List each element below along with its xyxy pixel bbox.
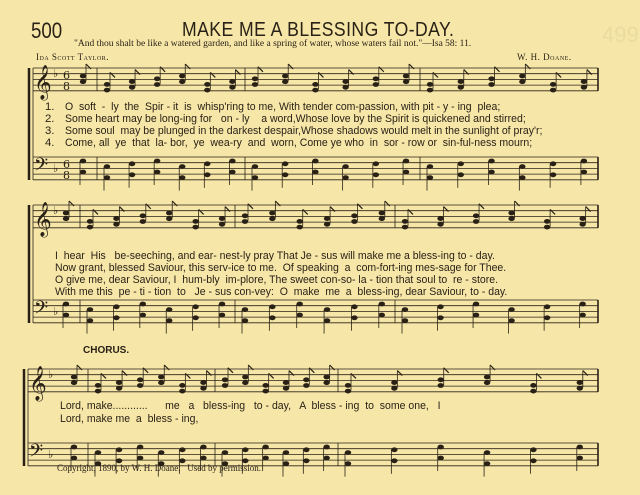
note-head bbox=[113, 222, 119, 227]
composer: W. H. Doane. bbox=[517, 52, 572, 62]
note-head bbox=[179, 74, 185, 79]
note-head bbox=[269, 211, 275, 216]
verse-line: Some heart may be long-ing for on - ly a word,Whose love by the Spirit is quickened and stirred; bbox=[65, 113, 526, 125]
note-head bbox=[158, 450, 164, 455]
note-head bbox=[530, 458, 536, 463]
note-head bbox=[345, 389, 351, 394]
note-head bbox=[402, 307, 408, 312]
note-head bbox=[519, 74, 525, 79]
note-head bbox=[137, 377, 143, 382]
note-head bbox=[473, 219, 479, 224]
note-flag bbox=[93, 209, 98, 214]
note-head bbox=[458, 161, 464, 166]
note-head bbox=[437, 304, 443, 309]
note-head bbox=[282, 79, 288, 84]
note-head bbox=[262, 456, 268, 461]
note-head bbox=[324, 216, 330, 221]
time-signature: 8 bbox=[63, 80, 70, 93]
note-head bbox=[71, 456, 77, 461]
verse-line: O give me, dear Saviour, I hum-bly im-plore, The sweet con-so- la - tion that soul to re - store. bbox=[55, 274, 498, 286]
note-head bbox=[303, 377, 309, 382]
note-flag bbox=[408, 209, 413, 214]
note-head bbox=[129, 85, 135, 90]
note-head bbox=[179, 175, 185, 180]
note-head bbox=[229, 170, 235, 175]
note-head bbox=[579, 313, 585, 318]
note-head bbox=[166, 307, 172, 312]
note-head bbox=[342, 79, 348, 84]
note-flag bbox=[433, 72, 438, 77]
note-head bbox=[427, 175, 433, 180]
note-head bbox=[323, 456, 329, 461]
note-head bbox=[403, 170, 409, 175]
note-flag bbox=[258, 67, 263, 72]
note-head bbox=[200, 380, 206, 385]
note-flag bbox=[351, 373, 356, 378]
note-head bbox=[427, 164, 433, 169]
bleed-through-page-number: 499 bbox=[602, 22, 639, 47]
note-head bbox=[204, 172, 210, 177]
lyricist: Ida Scott Taylor. bbox=[36, 52, 110, 62]
note-head bbox=[323, 380, 329, 385]
note-head bbox=[262, 445, 268, 450]
verse-line: Come, all ye that la- bor, ye wea-ry and worn, Come ye who in sor - row or sin-ful-ness mourn; bbox=[65, 137, 533, 149]
note-head bbox=[581, 170, 587, 175]
note-head bbox=[544, 315, 550, 320]
note-head bbox=[113, 304, 119, 309]
note-head bbox=[550, 88, 556, 93]
note-flag bbox=[550, 209, 555, 214]
note-head bbox=[192, 304, 198, 309]
note-head bbox=[473, 213, 479, 218]
note-head bbox=[140, 213, 146, 218]
note-head bbox=[488, 82, 494, 87]
note-head bbox=[158, 380, 164, 385]
note-head bbox=[484, 380, 490, 385]
note-head bbox=[373, 172, 379, 177]
note-head bbox=[438, 456, 444, 461]
note-head bbox=[200, 386, 206, 391]
treble-clef-icon: 𝄞 bbox=[34, 65, 52, 100]
note-head bbox=[104, 82, 110, 87]
note-head bbox=[508, 211, 514, 216]
note-flag bbox=[228, 368, 233, 373]
note-head bbox=[222, 383, 228, 388]
note-head bbox=[154, 82, 160, 87]
note-head bbox=[484, 375, 490, 380]
note-head bbox=[63, 302, 69, 307]
note-head bbox=[154, 159, 160, 164]
note-head bbox=[71, 380, 77, 385]
flat-icon: ♭ bbox=[53, 204, 59, 217]
note-head bbox=[87, 225, 93, 230]
note-head bbox=[282, 161, 288, 166]
note-head bbox=[488, 170, 494, 175]
note-head bbox=[242, 380, 248, 385]
note-flag bbox=[101, 373, 106, 378]
note-head bbox=[379, 313, 385, 318]
verse-line: Now grant, blessed Saviour, this serv-ice to me. Of speaking a com-fort-ing mes-sage for Thee. bbox=[55, 262, 507, 274]
note-head bbox=[154, 76, 160, 81]
note-head bbox=[104, 175, 110, 180]
note-head bbox=[297, 219, 303, 224]
note-head bbox=[473, 302, 479, 307]
note-head bbox=[158, 375, 164, 380]
note-flag bbox=[146, 204, 151, 209]
note-head bbox=[242, 375, 248, 380]
time-signature: 6 bbox=[63, 158, 70, 171]
note-head bbox=[342, 85, 348, 90]
note-head bbox=[252, 164, 258, 169]
note-flag bbox=[210, 72, 215, 77]
note-head bbox=[95, 383, 101, 388]
note-head bbox=[508, 216, 514, 221]
note-head bbox=[179, 383, 185, 388]
note-head bbox=[116, 447, 122, 452]
note-flag bbox=[318, 72, 323, 77]
note-head bbox=[140, 313, 146, 318]
chorus-lyric-line: Lord, make me a bless - ing, bbox=[60, 413, 199, 425]
note-head bbox=[95, 450, 101, 455]
note-head bbox=[544, 219, 550, 224]
note-head bbox=[323, 375, 329, 380]
time-signature: 6 bbox=[63, 69, 70, 82]
note-head bbox=[581, 159, 587, 164]
note-head bbox=[63, 216, 69, 221]
note-head bbox=[179, 164, 185, 169]
note-flag bbox=[303, 209, 308, 214]
copyright-notice: Copyright, 1890, by W. H. Doane. Used by permission. bbox=[57, 463, 261, 473]
note-head bbox=[484, 450, 490, 455]
note-head bbox=[577, 386, 583, 391]
note-head bbox=[137, 383, 143, 388]
note-head bbox=[269, 216, 275, 221]
note-head bbox=[402, 225, 408, 230]
note-head bbox=[219, 216, 225, 221]
note-head bbox=[87, 219, 93, 224]
note-head bbox=[137, 445, 143, 450]
note-head bbox=[140, 219, 146, 224]
note-head bbox=[71, 445, 77, 450]
note-head bbox=[204, 88, 210, 93]
note-flag bbox=[143, 368, 148, 373]
note-head bbox=[458, 79, 464, 84]
note-head bbox=[63, 211, 69, 216]
note-head bbox=[192, 219, 198, 224]
note-head bbox=[577, 445, 583, 450]
note-head bbox=[242, 307, 248, 312]
note-flag bbox=[536, 373, 541, 378]
note-head bbox=[269, 315, 275, 320]
note-head bbox=[438, 377, 444, 382]
note-head bbox=[303, 458, 309, 463]
note-head bbox=[129, 79, 135, 84]
note-head bbox=[71, 375, 77, 380]
note-head bbox=[95, 389, 101, 394]
note-head bbox=[342, 164, 348, 169]
note-flag bbox=[495, 67, 500, 72]
note-head bbox=[579, 216, 585, 221]
flat-icon: ♭ bbox=[53, 162, 59, 175]
note-head bbox=[579, 222, 585, 227]
note-head bbox=[229, 159, 235, 164]
note-head bbox=[297, 225, 303, 230]
note-flag bbox=[110, 72, 115, 77]
note-head bbox=[87, 318, 93, 323]
note-head bbox=[80, 170, 86, 175]
note-head bbox=[283, 386, 289, 391]
note-head bbox=[192, 225, 198, 230]
note-head bbox=[351, 213, 357, 218]
note-head bbox=[351, 304, 357, 309]
time-signature: 8 bbox=[63, 169, 70, 182]
note-head bbox=[242, 213, 248, 218]
note-head bbox=[204, 161, 210, 166]
note-head bbox=[427, 88, 433, 93]
note-head bbox=[282, 74, 288, 79]
note-head bbox=[351, 219, 357, 224]
note-flag bbox=[444, 368, 449, 373]
note-head bbox=[391, 447, 397, 452]
note-head bbox=[373, 161, 379, 166]
flat-icon: ♭ bbox=[53, 67, 59, 80]
note-head bbox=[488, 159, 494, 164]
verse-number: 3. bbox=[45, 125, 55, 137]
note-head bbox=[530, 389, 536, 394]
note-head bbox=[458, 172, 464, 177]
note-head bbox=[438, 383, 444, 388]
note-head bbox=[297, 302, 303, 307]
note-head bbox=[402, 318, 408, 323]
note-head bbox=[458, 85, 464, 90]
note-head bbox=[219, 302, 225, 307]
note-head bbox=[282, 172, 288, 177]
note-head bbox=[437, 216, 443, 221]
note-flag bbox=[479, 204, 484, 209]
note-head bbox=[166, 211, 172, 216]
note-head bbox=[137, 456, 143, 461]
note-head bbox=[351, 315, 357, 320]
note-head bbox=[303, 383, 309, 388]
verse-line: I hear His be-seeching, and ear- nest-ly pray That Je - sus will make me a bless-ing to - day. bbox=[55, 250, 495, 262]
treble-clef-icon: 𝄞 bbox=[34, 202, 52, 237]
note-head bbox=[80, 74, 86, 79]
hymn-title: MAKE ME A BLESSING TO-DAY. bbox=[182, 19, 455, 41]
note-flag bbox=[357, 204, 362, 209]
chorus-lyric-line: Lord, make............ me a bless-ing to - day, A bless - ing to some one, I bbox=[60, 400, 441, 412]
note-head bbox=[324, 222, 330, 227]
note-head bbox=[283, 450, 289, 455]
note-flag bbox=[269, 373, 274, 378]
note-head bbox=[229, 85, 235, 90]
note-head bbox=[283, 380, 289, 385]
note-head bbox=[87, 307, 93, 312]
note-head bbox=[303, 447, 309, 452]
note-head bbox=[129, 172, 135, 177]
bass-clef-icon: 𝄢 bbox=[34, 155, 49, 180]
note-head bbox=[437, 315, 443, 320]
note-flag bbox=[248, 204, 253, 209]
note-head bbox=[577, 380, 583, 385]
epigraph: "And thou shalt be like a watered garden, and like a spring of water, whose waters fail not."—Isa 58: 11. bbox=[74, 39, 472, 49]
note-head bbox=[242, 219, 248, 224]
note-head bbox=[154, 170, 160, 175]
note-head bbox=[345, 461, 351, 466]
verse-number: 2. bbox=[45, 113, 55, 125]
note-head bbox=[379, 211, 385, 216]
note-head bbox=[269, 304, 275, 309]
note-head bbox=[324, 318, 330, 323]
note-head bbox=[581, 79, 587, 84]
note-head bbox=[402, 219, 408, 224]
note-head bbox=[252, 76, 258, 81]
note-head bbox=[508, 318, 514, 323]
note-head bbox=[379, 216, 385, 221]
note-head bbox=[312, 82, 318, 87]
note-head bbox=[312, 170, 318, 175]
note-head bbox=[80, 79, 86, 84]
note-head bbox=[116, 386, 122, 391]
note-flag bbox=[185, 373, 190, 378]
note-head bbox=[200, 456, 206, 461]
verse-line: Some soul may be plunged in the darkest despair,Whose shadows would melt in the sunlight of pray'r; bbox=[65, 125, 543, 137]
note-head bbox=[581, 85, 587, 90]
note-head bbox=[222, 450, 228, 455]
note-head bbox=[252, 175, 258, 180]
verse-number: 1. bbox=[45, 101, 55, 113]
note-head bbox=[242, 318, 248, 323]
note-head bbox=[80, 159, 86, 164]
note-head bbox=[403, 79, 409, 84]
note-head bbox=[403, 74, 409, 79]
note-head bbox=[427, 82, 433, 87]
verse-line: O soft - ly the Spir - it is whisp'ring to me, With tender com-passion, with pit - y - ing plea; bbox=[65, 101, 501, 113]
note-head bbox=[488, 76, 494, 81]
flat-icon: ♭ bbox=[53, 305, 59, 318]
note-head bbox=[530, 447, 536, 452]
note-head bbox=[140, 302, 146, 307]
note-head bbox=[222, 377, 228, 382]
note-head bbox=[519, 79, 525, 84]
note-head bbox=[192, 315, 198, 320]
note-head bbox=[577, 456, 583, 461]
note-head bbox=[252, 82, 258, 87]
page-number: 500 bbox=[31, 18, 63, 43]
note-head bbox=[391, 458, 397, 463]
verse-line: With me this pe - ti - tion to Je - sus con-vey: O make me a bless-ing, dear Saviour, to - day. bbox=[55, 286, 508, 298]
verse-number: 4. bbox=[45, 137, 55, 149]
note-head bbox=[519, 164, 525, 169]
note-head bbox=[544, 304, 550, 309]
note-head bbox=[219, 222, 225, 227]
flat-icon: ♭ bbox=[48, 448, 54, 461]
note-head bbox=[297, 313, 303, 318]
note-head bbox=[262, 383, 268, 388]
flat-icon: ♭ bbox=[48, 368, 54, 381]
note-head bbox=[200, 445, 206, 450]
note-head bbox=[345, 450, 351, 455]
note-head bbox=[345, 383, 351, 388]
note-head bbox=[179, 389, 185, 394]
note-head bbox=[519, 175, 525, 180]
treble-clef-icon: 𝄞 bbox=[29, 366, 47, 401]
note-head bbox=[379, 302, 385, 307]
note-head bbox=[166, 318, 172, 323]
note-head bbox=[579, 302, 585, 307]
note-head bbox=[179, 447, 185, 452]
note-head bbox=[204, 82, 210, 87]
note-head bbox=[116, 380, 122, 385]
note-head bbox=[324, 307, 330, 312]
note-head bbox=[113, 315, 119, 320]
note-head bbox=[484, 461, 490, 466]
note-head bbox=[312, 159, 318, 164]
note-flag bbox=[379, 67, 384, 72]
note-head bbox=[373, 76, 379, 81]
note-head bbox=[312, 88, 318, 93]
note-flag bbox=[199, 209, 204, 214]
chorus-label: CHORUS. bbox=[83, 345, 130, 356]
note-flag bbox=[556, 72, 561, 77]
note-head bbox=[544, 225, 550, 230]
note-head bbox=[550, 172, 556, 177]
note-head bbox=[438, 445, 444, 450]
note-head bbox=[229, 79, 235, 84]
note-head bbox=[63, 313, 69, 318]
note-head bbox=[113, 216, 119, 221]
note-head bbox=[219, 313, 225, 318]
note-flag bbox=[160, 67, 165, 72]
note-head bbox=[473, 313, 479, 318]
note-head bbox=[242, 447, 248, 452]
note-flag bbox=[309, 368, 314, 373]
note-head bbox=[391, 380, 397, 385]
note-head bbox=[550, 82, 556, 87]
note-head bbox=[283, 461, 289, 466]
note-head bbox=[508, 307, 514, 312]
note-head bbox=[437, 222, 443, 227]
note-head bbox=[323, 445, 329, 450]
bass-clef-icon: 𝄢 bbox=[34, 298, 49, 323]
note-head bbox=[342, 175, 348, 180]
note-head bbox=[166, 216, 172, 221]
note-head bbox=[530, 383, 536, 388]
note-head bbox=[403, 159, 409, 164]
note-head bbox=[550, 161, 556, 166]
note-head bbox=[373, 82, 379, 87]
note-head bbox=[179, 79, 185, 84]
note-head bbox=[129, 161, 135, 166]
note-head bbox=[104, 88, 110, 93]
note-head bbox=[262, 389, 268, 394]
note-head bbox=[104, 164, 110, 169]
note-head bbox=[391, 386, 397, 391]
bass-clef-icon: 𝄢 bbox=[29, 441, 44, 466]
